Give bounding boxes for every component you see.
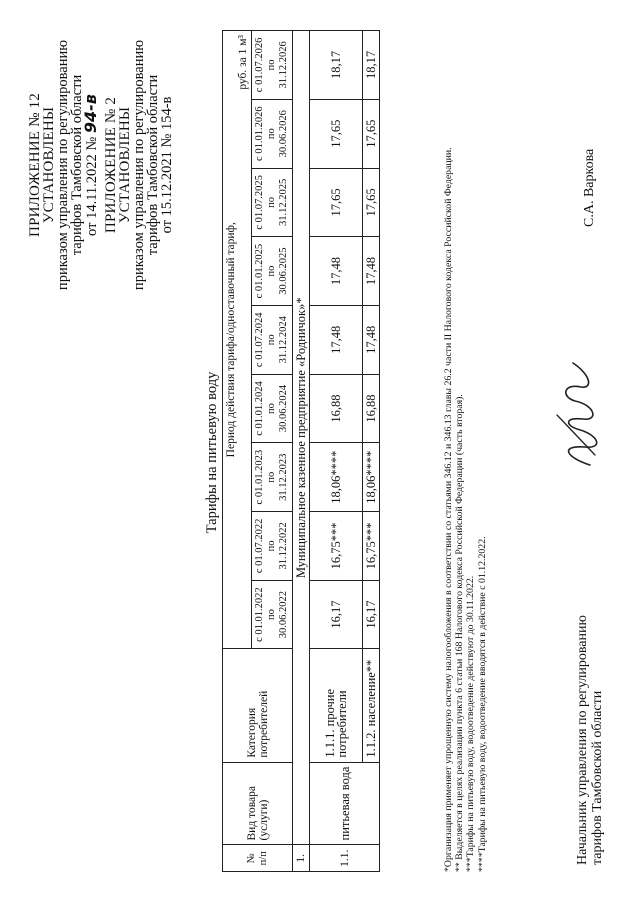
order-date-number	[81, 15, 100, 315]
document-title: Тарифы на питьевую воду	[204, 371, 220, 534]
header-no: № п/п	[223, 845, 293, 872]
header-consumer-category: Категория потребителей	[223, 649, 293, 762]
tariff-value: 17,65	[363, 168, 380, 237]
header-unit: руб. за 1 м³	[237, 35, 249, 90]
tariff-value: 17,65	[310, 168, 363, 237]
order-authority-line-2-original: тарифов Тамбовской области	[145, 74, 161, 256]
appendix-number-original: ПРИЛОЖЕНИЕ № 2	[103, 96, 119, 234]
footnote: ****Тарифы на питьевую воду, водоотведение вводятся в действие с 01.12.2022.	[476, 536, 488, 872]
tariff-value: 17,48	[363, 237, 380, 306]
order-authority-line-2: тарифов Тамбовской области	[69, 74, 85, 256]
header-period	[223, 31, 252, 649]
period-cell: с 01.07.2022 по 31.12.2022	[252, 512, 293, 581]
tariff-value: 18,17	[363, 31, 380, 100]
table-header-row	[223, 31, 252, 872]
tariff-value: 17,48	[310, 237, 363, 306]
period-cell: с 01.01.2025 по 30.06.2025	[252, 237, 293, 306]
signer-position-line-2: тарифов Тамбовской области	[590, 690, 605, 865]
tariff-value: 17,65	[310, 99, 363, 168]
tariff-value: 17,65	[363, 99, 380, 168]
tariff-value: 18,06****	[363, 443, 380, 512]
table-row	[363, 31, 380, 872]
approval-word: УСТАНОВЛЕНЫ	[41, 106, 57, 224]
row-no: 1.1.	[310, 845, 380, 872]
order-authority-line-original: приказом управления по регулированию	[131, 39, 147, 291]
appendix-header-current	[28, 15, 99, 315]
signer-name: С.А. Варкова	[582, 148, 597, 227]
header-product-type: Вид товара (услуги)	[223, 762, 293, 845]
tariff-value: 17,48	[363, 305, 380, 374]
period-cell: с 01.07.2026 по 31.12.2026	[252, 31, 293, 100]
signer-position	[575, 615, 605, 865]
footnote: *Организация применяет упрощенную систему налогообложения в соответствии со статьями 346.12 и 346.13 главы 26.2 части II Налогового кодекса Российской Федерации.	[443, 147, 454, 872]
order-authority-line: приказом управления по регулированию	[55, 39, 71, 291]
tariff-value: 16,88	[310, 374, 363, 443]
appendix-header-original	[104, 15, 174, 315]
footnote: ***Тарифы на питьевую воду, водоотведение действуют до 30.11.2022.	[465, 575, 477, 872]
period-cell: с 01.01.2022 по 30.06.2022	[252, 580, 293, 649]
tariff-value: 17,48	[310, 305, 363, 374]
footnote: ** Выделяется в целях реализации пункта 6 статьи 168 Налогового кодекса Российской Федерации (часть вторая).	[454, 394, 466, 872]
row-category: 1.1.2. население**	[363, 649, 380, 762]
order-date: от 14.11.2022 №	[84, 136, 100, 236]
tariff-table	[222, 30, 380, 872]
tariff-value: 16,75***	[310, 512, 363, 581]
period-cell: с 01.07.2025 по 31.12.2025	[252, 168, 293, 237]
tariff-value: 16,75***	[363, 512, 380, 581]
organization-no: 1.	[293, 845, 310, 872]
order-date-number-original: от 15.12.2021 № 154-в	[159, 96, 175, 234]
row-product-type: питьевая вода	[310, 762, 380, 845]
approval-word-original: УСТАНОВЛЕНЫ	[117, 106, 133, 224]
organization-name: Муниципальное казенное предприятие «Родничок»*	[293, 31, 310, 845]
tariff-value: 18,17	[310, 31, 363, 100]
header-period-label: Период действия тарифа/одноставочный тариф,	[225, 222, 237, 458]
tariff-value: 18,06****	[310, 443, 363, 512]
period-cell: с 01.01.2026 по 30.06.2026	[252, 99, 293, 168]
order-number-handwritten: 94-в	[81, 94, 100, 134]
organization-row	[293, 31, 310, 872]
table-row	[310, 31, 363, 872]
footnotes	[443, 22, 488, 872]
period-cell: с 01.01.2024 по 30.06.2024	[252, 374, 293, 443]
handwritten-signature	[545, 355, 615, 475]
row-category: 1.1.1. прочие потребители	[310, 649, 363, 762]
tariff-value: 16,17	[310, 580, 363, 649]
period-cell: с 01.07.2024 по 31.12.2024	[252, 305, 293, 374]
period-cell: с 01.01.2023 по 31.12.2023	[252, 443, 293, 512]
tariff-value: 16,17	[363, 580, 380, 649]
tariff-value: 16,88	[363, 374, 380, 443]
signer-position-line: Начальник управления по регулированию	[575, 615, 590, 865]
appendix-number: ПРИЛОЖЕНИЕ № 12	[27, 93, 43, 237]
